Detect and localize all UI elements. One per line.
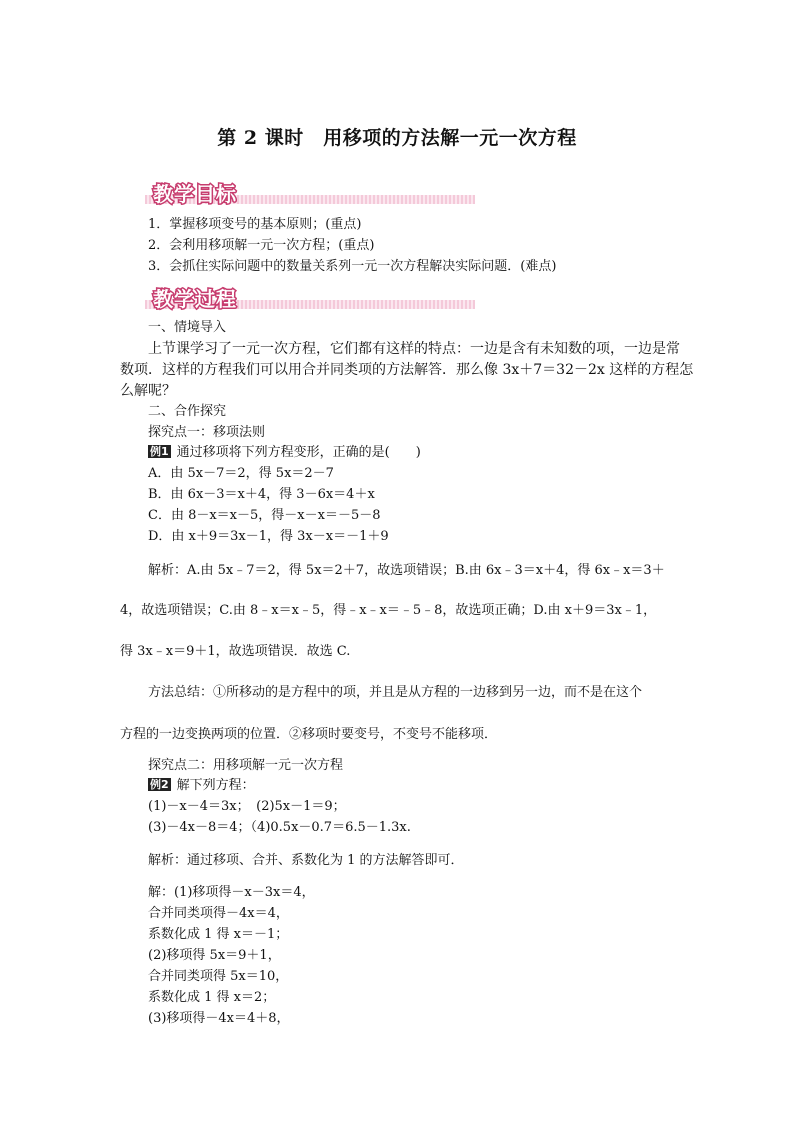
question-text: 通过移项将下列方程变形，正确的是( ) [176,445,421,460]
section-banner-teaching-process [145,285,475,311]
intro-paragraph-line: 么解呢？ [120,383,176,399]
solution-line: 合并同类项得 5x＝10， [148,969,289,984]
intro-paragraph-line: 上节课学习了一元一次方程，它们都有这样的特点：一边是含有未知数的项，一边是常 [148,341,680,357]
solution-line: 系数化成 1 得 x＝2； [148,990,276,1005]
question-text: 解下列方程： [176,778,255,793]
explore-point-1: 探究点一：移项法则 [148,425,266,440]
goal-item: 2．会利用移项解一元一次方程；(重点) [148,238,375,253]
option-d: D．由 x＋9＝3x－1，得 3x－x＝－1＋9 [148,529,389,544]
option-a: A．由 5x－7＝2，得 5x＝2－7 [148,466,334,481]
method-summary-line: 方法总结：①所移动的是方程中的项，并且是从方程的一边移到另一边，而不是在这个 [148,685,643,700]
option-b: B．由 6x－3＝x＋4，得 3－6x＝4＋x [148,487,375,502]
solution-line: 解：(1)移项得－x－3x＝4， [148,885,315,900]
example-1-analysis-line: 得 3x﹣x＝9＋1，故选项错误．故选 C. [120,644,351,659]
equation-list-line: (3)－4x－8＝4；（4)0.5x－0.7＝6.5－1.3x. [148,820,411,835]
example-1-analysis-line: 解析：A.由 5x﹣7＝2，得 5x＝2＋7，故选项错误；B.由 6x﹣3＝x＋4，得 6x﹣x＝3＋ [148,563,665,578]
solution-line: 合并同类项得－4x＝4， [148,906,289,921]
intro-heading: 一、情境导入 [148,320,227,335]
solution-line: 系数化成 1 得 x＝－1； [148,927,289,942]
solution-line: (3)移项得－4x＝4＋8， [148,1011,290,1026]
section-label: 教学过程 [153,287,237,311]
section-banner-teaching-goals [145,180,475,206]
example-1-question [148,444,421,462]
page-title: 第 2 课时 用移项的方法解一元一次方程 [217,127,577,149]
explore-point-2: 探究点二：用移项解一元一次方程 [148,758,344,773]
explore-heading: 二、合作探究 [148,404,227,419]
example-1-analysis-line: 4，故选项错误；C.由 8﹣x＝x﹣5，得﹣x﹣x＝﹣5﹣8，故选项正确；D.由 x＋9＝3x﹣1， [120,603,657,618]
goal-item: 3．会抓住实际问题中的数量关系列一元一次方程解决实际问题．(难点) [148,259,557,274]
section-label: 教学目标 [153,182,237,206]
option-c: C．由 8－x＝x－5，得－x－x＝－5－8 [148,508,381,523]
equation-list-line: (1)－x－4＝3x； (2)5x－1＝9； [148,799,346,814]
example-tag: 例1 [150,445,169,458]
example-2-analysis: 解析：通过移项、合并、系数化为 1 的方法解答即可． [148,853,464,868]
example-tag: 例2 [150,778,169,791]
goal-item: 1．掌握移项变号的基本原则；(重点) [148,217,362,232]
intro-paragraph-line: 数项．这样的方程我们可以用合并同类项的方法解答．那么像 3x＋7＝32－2x 这样的方程怎 [120,362,694,378]
solution-line: (2)移项得 5x＝9＋1， [148,948,281,963]
example-2-question [148,777,255,795]
method-summary-line: 方程的一边变换两项的位置．②移项时要变号，不变号不能移项． [120,727,498,742]
